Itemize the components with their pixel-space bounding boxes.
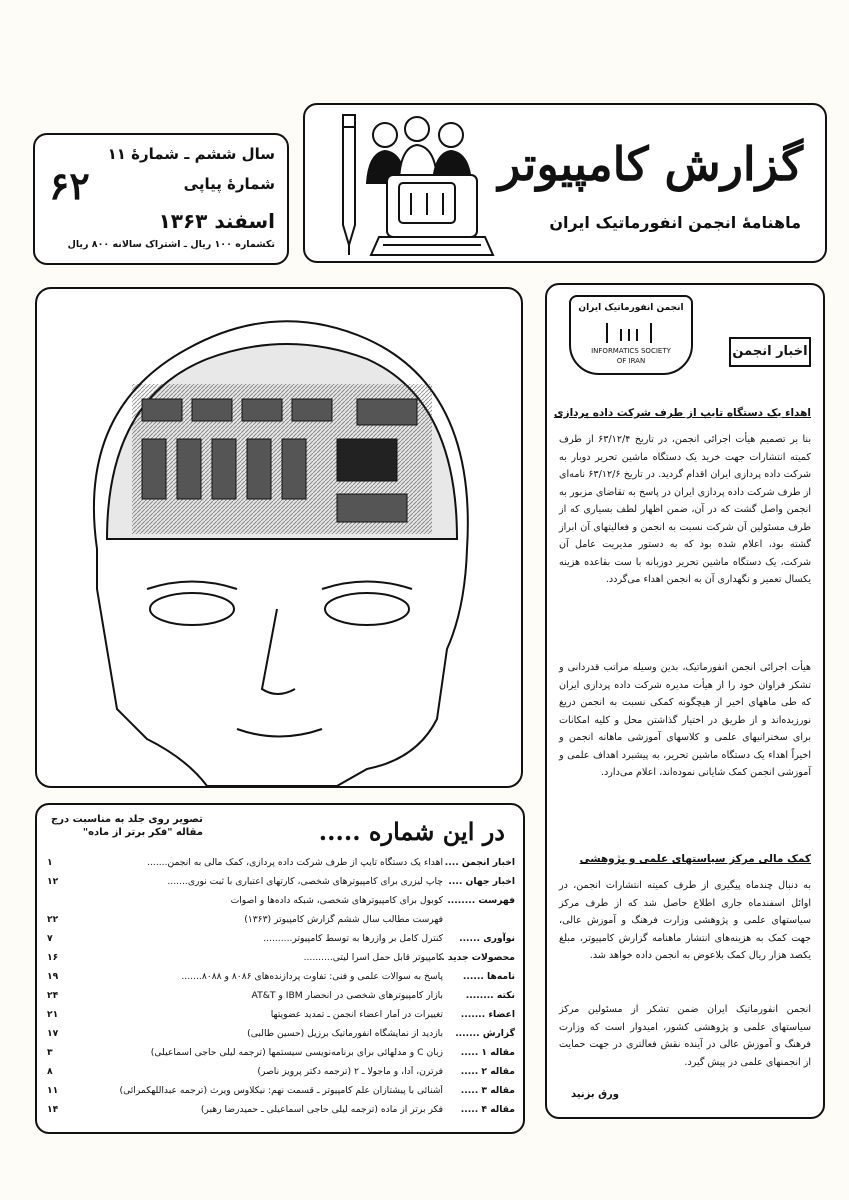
masthead (303, 103, 827, 263)
contents-row (47, 971, 515, 989)
issue-date: اسفند ۱۳۶۳ (158, 209, 275, 233)
table-of-contents (35, 803, 525, 1134)
contents-section: اخبار جهان .... (448, 876, 515, 887)
contents-article-title: پاسخ به سوالات علمی و فنی: تفاوت پردازنده‌های ۸۰۸۶ و ۸۰۸۸....... (181, 971, 443, 982)
contents-page-number: ۱۲ (47, 876, 59, 887)
news-item-2-title: کمک مالی مرکز سیاستهای علمی و پژوهشی (579, 853, 811, 865)
contents-article-title: کامپیوتر قابل حمل اسرا لیتی.......... (303, 952, 443, 963)
contents-section: اخبار انجمن .... (444, 857, 515, 868)
contents-page-number: ۲۴ (47, 990, 59, 1001)
cover-note-line-2: مقاله "فکر برتر از ماده" (82, 827, 203, 838)
contents-article-title: زبان C و مدلهائی برای برنامه‌نویسی سیستمها (ترجمه لیلی حاجی اسماعیلی) (150, 1047, 443, 1058)
contents-section: گزارش ....... (455, 1028, 515, 1039)
head-circuit-illustration (37, 289, 521, 786)
news-item-2-paragraph-2: انجمن انفورماتیک ایران ضمن تشکر از مسئولین مرکز سیاستهای علمی و پژوهشی کشور، امیدوار است که وزارت فرهنگ و آموزش عالی در آینده نقش فعالتری در جهت حمایت از انجمنهای علمی در پیش گیرد. (559, 1004, 811, 1068)
logo-text-en-2: OF IRAN (616, 357, 646, 365)
contents-article-title: اهداء یک دستگاه تایپ از طرف شرکت داده پردازی، کمک مالی به انجمن....... (147, 857, 443, 868)
contents-row (47, 1047, 515, 1065)
contents-page-number: ۱۴ (47, 1104, 59, 1115)
contents-section: مقاله ۲ ..... (460, 1066, 515, 1077)
logo-text-en-1: INFORMATICS SOCIETY (591, 347, 671, 355)
contents-article-title: کنترل کامل بر وازرها به توسط کامپیوتر.......... (263, 933, 443, 944)
contents-row (47, 933, 515, 951)
contents-article-title: فکر برتر از ماده (ترجمه لیلی حاجی اسماعیلی ـ حمیدرضا رهبر) (200, 1104, 443, 1115)
contents-section: نامه‌ها ...... (462, 971, 515, 982)
contents-article-title: بازار کامپیوترهای شخصی در انحصار IBM و AT&T (251, 990, 443, 1001)
contents-title: در این شماره ..... (318, 817, 505, 846)
magazine-title: گزارش کامپیوتر (498, 137, 803, 191)
news-item-1-title: اهداء یک دستگاه تایپ از طرف شرکت داده پردازی (553, 407, 811, 419)
contents-row (47, 914, 515, 932)
society-logo (569, 295, 693, 375)
news-item-2-paragraph-1: به دنبال چندماه پیگیری از طرف کمیته انتشارات انجمن، در اوائل اسفندماه جاری اطلاع حاصل شد که از طرف مرکز سیاستهای علمی و پژوهشی وزارت فرهنگ و آموزش عالی، جهت کمک به هزینه‌های انتشار ماهنامه گزارش کامپیوتر، مبلغ یکصد هزار ریال کمک بلاعوض به انجمن داده خواهد شد. (559, 880, 811, 961)
contents-page-number: ۳ (47, 1047, 53, 1058)
contents-row (47, 876, 515, 894)
contents-section: اعضاء ....... (460, 1009, 515, 1020)
contents-row (47, 1028, 515, 1046)
cover-note (51, 813, 203, 839)
contents-section: محصولات جدید .. (437, 952, 515, 963)
society-news-panel (545, 283, 825, 1119)
contents-section: مقاله ۱ ..... (460, 1047, 515, 1058)
contents-article-title: چاپ لیزری برای کامپیوترهای شخصی، کارتهای اعتباری با ثبت نوری....... (167, 876, 443, 887)
cover-illustration (35, 287, 523, 788)
contents-article-title: آشنائی با پیشتازان علم کامپیوتر ـ قسمت نهم: نیکلاوس ویرث (ترجمه عبداللهکمرائی) (119, 1085, 443, 1096)
contents-article-title: تغییرات در آمار اعضاء انجمن ـ تمدید عضویتها (270, 1009, 443, 1020)
contents-article-title: بازدید از نمایشگاه انفورماتیک برزیل (حسین طالبی) (247, 1028, 443, 1039)
contents-article-title: فهرست مطالب سال ششم گزارش کامپیوتر (۱۳۶۳) (244, 914, 443, 925)
contents-page-number: ۸ (47, 1066, 53, 1077)
contents-page-number: ۱۶ (47, 952, 59, 963)
turn-page-note: ورق بزنید (571, 1089, 619, 1100)
magazine-subtitle: ماهنامهٔ انجمن انفورماتیک ایران (549, 213, 801, 232)
issue-info-box (33, 133, 289, 265)
contents-section: مقاله ۳ ..... (460, 1085, 515, 1096)
contents-article-title: کوبول برای کامپیوترهای شخصی، شبکه داده‌ها و اصوات (230, 895, 443, 906)
contents-row (47, 1085, 515, 1103)
masthead-illustration (315, 105, 515, 261)
contents-row (47, 895, 515, 913)
logo-text-fa: انجمن انفورماتیک ایران (578, 303, 684, 313)
contents-page-number: ۱۷ (47, 1028, 59, 1039)
news-item-1-paragraph-2: هیأت اجرائی انجمن انفورماتیک، بدین وسیله مراتب قدردانی و تشکر فراوان خود را از هیأت مدیره شرکت داده پردازی ایران که طی ماههای اخیر از هیچگونه کمکی نسبت به انجمن دریغ نورزیده‌اند و از طریق در اختیار گذاشتن محل و کلیه امکانات برای سخنرانیهای علمی و کلاسهای آموزشی ماهانه انجمن و اخیراً اهداء یک دستگاه ماشین تحریر، به پیشبرد اهداف علمی و آموزشی انجمن کمک شایانی نموده‌اند، اعلام می‌دارد. (559, 662, 811, 778)
news-item-1-paragraph-1: بنا بر تصمیم هیأت اجرائی انجمن، در تاریخ ۶۳/۱۲/۴ از طرف کمیته انتشارات جهت خرید یک دستگاه ماشین تحریر دوبار به شرکت داده پردازی ایران اقدام گردید. در تاریخ ۶۳/۱۲/۶ نامه‌ای از طرف شرکت داده پردازی ایران در پاسخ به تقاضای مزبور به انجمن واصل گشت که در آن، ضمن اظهار لطف بسیاری که از طرف مسئولین آن شرکت نسبت به انجمن و فعالیتهای آن ابراز گشته بود، اعلام شده بود که به دستور مدیریت عامل آن شرکت، یک دستگاه ماشین تحریر دوزبانه با ست بقاعده هزینه یکسال تعمیر و نگهداری آن به انجمن اهداء می‌گردد. (559, 434, 811, 585)
contents-row (47, 990, 515, 1008)
year-issue: سال ششم ـ شمارهٔ ۱۱ (107, 145, 275, 163)
price-line: تکشماره ۱۰۰ ریال ـ اشتراک سالانه ۸۰۰ ریال (67, 239, 275, 250)
news-heading: اخبار انجمن (729, 337, 811, 367)
contents-page-number: ۲۲ (47, 914, 59, 925)
contents-section: نوآوری ...... (459, 933, 515, 944)
logo-mark-icon (599, 321, 659, 345)
contents-page-number: ۱۹ (47, 971, 59, 982)
contents-row (47, 857, 515, 875)
contents-row (47, 952, 515, 970)
contents-row (47, 1104, 515, 1122)
cover-note-line-1: تصویر روی جلد به مناسبت درج (51, 814, 203, 825)
contents-article-title: فرترن، آدا، و ماجولا ـ ۲ (ترجمه دکتر پرویز ناصر) (257, 1066, 443, 1077)
contents-page-number: ۷ (47, 933, 53, 944)
contents-page-number: ۲۱ (47, 1009, 59, 1020)
contents-row (47, 1009, 515, 1027)
contents-section: فهرست ........ (447, 895, 515, 906)
contents-row (47, 1066, 515, 1084)
contents-section: مقاله ۴ ..... (460, 1104, 515, 1115)
contents-section: نکته ........ (465, 990, 515, 1001)
serial-label: شمارهٔ پیاپی (183, 175, 275, 193)
contents-page-number: ۱ (47, 857, 53, 868)
contents-page-number: ۱۱ (47, 1085, 59, 1096)
serial-number: ۶۲ (49, 163, 90, 208)
